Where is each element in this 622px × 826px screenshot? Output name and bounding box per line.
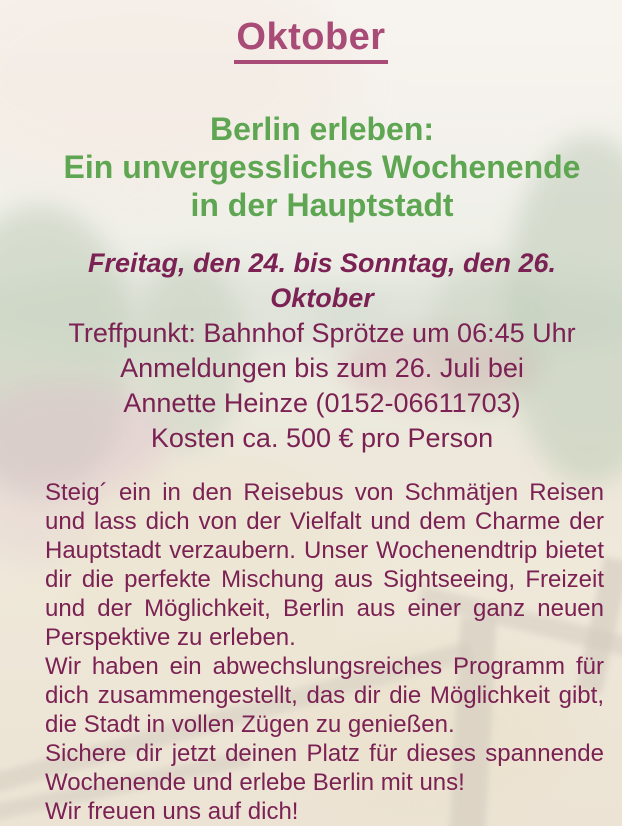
event-title-line-2: Ein unvergessliches Wochenende <box>63 149 581 185</box>
event-details-block <box>40 246 604 456</box>
event-title-line-3: in der Hauptstadt <box>190 187 454 223</box>
month-title-text: Oktober <box>234 16 387 64</box>
event-date-line-1: Freitag, den 24. bis Sonntag, den 26. <box>87 248 557 278</box>
meeting-point-line: Treffpunkt: Bahnhof Sprötze um 06:45 Uhr <box>68 318 576 348</box>
cost-line: Kosten ca. 500 € pro Person <box>150 423 494 453</box>
description-paragraph: Steig´ ein in den Reisebus von Schmätjen Reisen und lass dich von der Vielfalt und dem Charme der Hauptstadt verzaubern. Unser Wochenendtrip bietet dir die perfekte Mischung aus Sightseeing, Freizeit und der Möglichkeit, Berlin aus einer ganz neuen Perspektive zu erleben. <box>45 479 604 651</box>
event-title-line-1: Berlin erleben: <box>209 111 435 147</box>
event-title <box>40 110 604 224</box>
description-paragraph: Sichere dir jetzt deinen Platz für dieses spannende Wochenende und erlebe Berlin mit uns! <box>45 740 604 796</box>
contact-line: Annette Heinze (0152-06611703) <box>123 388 521 418</box>
month-title <box>0 14 622 60</box>
description-paragraph: Wir haben ein abwechslungsreiches Programm für dich zusammengestellt, das dir die Möglichkeit gibt, die Stadt in vollen Zügen zu genießen. <box>45 653 604 738</box>
event-description <box>0 478 622 826</box>
event-date-line-2: Oktober <box>270 283 374 313</box>
registration-deadline-line: Anmeldungen bis zum 26. Juli bei <box>120 353 524 383</box>
description-paragraph: Wir freuen uns auf dich! <box>45 798 299 825</box>
